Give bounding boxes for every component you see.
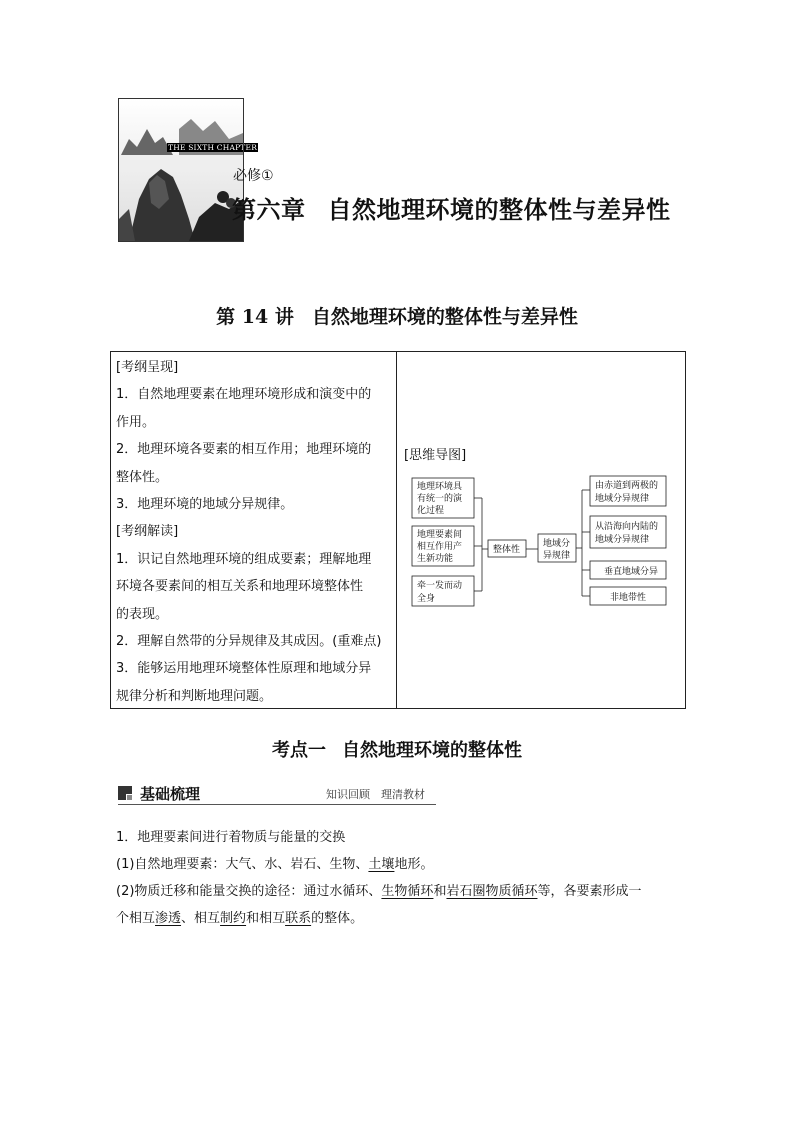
basics-title: 基础梳理 bbox=[140, 785, 201, 803]
content-paragraph bbox=[116, 906, 684, 933]
bracket-top-line bbox=[118, 98, 244, 99]
table-divider bbox=[396, 351, 397, 709]
syllabus-present-heading: [考纲呈现] bbox=[116, 360, 179, 375]
content-paragraph bbox=[116, 852, 684, 879]
underlined-term: 生物循环 bbox=[381, 884, 434, 899]
text-run: (1)自然地理要素：大气、水、岩石、生物、 bbox=[116, 857, 369, 872]
text-run: 的整体。 bbox=[311, 911, 364, 926]
lecture-title-text: 自然地理环境的整体性与差异性 bbox=[311, 306, 578, 328]
syllabus-line: 3．能够运用地理环境整体性原理和地域分异 bbox=[116, 661, 372, 677]
text-run: 和相互 bbox=[246, 911, 286, 926]
text-run: 和 bbox=[433, 884, 447, 899]
syllabus-line: 作用。 bbox=[116, 414, 156, 430]
mindmap-node-text: 地域分异规律 bbox=[595, 535, 650, 545]
text-run: 、相互 bbox=[181, 911, 221, 926]
mindmap-diagram bbox=[400, 470, 680, 620]
text-run: 个相互 bbox=[116, 911, 156, 926]
mindmap-node-text: 化过程 bbox=[417, 506, 445, 516]
chapter-title bbox=[232, 190, 671, 225]
mindmap-node-text: 由赤道到两极的 bbox=[595, 481, 659, 491]
chapter-image-caption: THE SIXTH CHAPTER bbox=[168, 143, 258, 152]
basics-underline bbox=[118, 804, 436, 805]
underlined-term: 联系 bbox=[285, 911, 312, 926]
syllabus-line: 规律分析和判断地理问题。 bbox=[116, 688, 273, 704]
underlined-term: 制约 bbox=[220, 911, 247, 926]
mindmap-node-text: 地理环境具 bbox=[417, 482, 463, 492]
text-run: 等，各要素形成一 bbox=[537, 884, 642, 899]
mindmap-middle-text: 异规律 bbox=[543, 551, 571, 561]
section-number: 考点一 bbox=[272, 740, 326, 761]
syllabus-left-column bbox=[116, 354, 392, 710]
syllabus-interpret-heading: [考纲解读] bbox=[116, 524, 179, 540]
chapter-subtitle: 必修① bbox=[233, 168, 274, 184]
mindmap-label: [思维导图] bbox=[404, 448, 467, 463]
section-title: 自然地理环境的整体性 bbox=[342, 740, 522, 761]
text-run: 地形。 bbox=[394, 857, 434, 872]
lecture-number: 第 14 讲 bbox=[216, 306, 294, 328]
mindmap-node-text: 从沿海向内陆的 bbox=[595, 522, 659, 532]
syllabus-line: 的表现。 bbox=[116, 606, 169, 622]
syllabus-line: 2．理解自然带的分异规律及其成因。(重难点) bbox=[116, 634, 382, 650]
lecture-title bbox=[0, 302, 794, 329]
mountain-landscape-image bbox=[119, 99, 243, 241]
mindmap-node-text: 牵一发而动 bbox=[417, 581, 463, 591]
mindmap-node-text: 有统一的演 bbox=[417, 494, 463, 504]
chapter-title-text: 自然地理环境的整体性与差异性 bbox=[327, 196, 671, 224]
content-paragraph: 1．地理要素间进行着物质与能量的交换 bbox=[116, 830, 346, 845]
mindmap-node-text: 垂直地域分异 bbox=[604, 567, 659, 577]
section-heading bbox=[0, 736, 794, 762]
underlined-term: 土壤 bbox=[368, 857, 395, 872]
mindmap-center-text: 整体性 bbox=[493, 545, 521, 555]
syllabus-line: 环境各要素间的相互关系和地理环境整体性 bbox=[116, 579, 364, 595]
underlined-term: 岩石圈物质循环 bbox=[446, 884, 538, 899]
syllabus-line: 3．地理环境的地域分异规律。 bbox=[116, 497, 294, 513]
mindmap-node-text: 生新功能 bbox=[417, 554, 454, 564]
section-square-icon bbox=[118, 786, 132, 800]
mindmap-middle-text: 地域分 bbox=[543, 539, 571, 549]
basics-tagline: 知识回顾 理清教材 bbox=[326, 788, 425, 801]
syllabus-line: 整体性。 bbox=[116, 469, 169, 485]
text-run: (2)物质迁移和能量交换的途径：通过水循环、 bbox=[116, 884, 382, 899]
underlined-term: 渗透 bbox=[155, 911, 182, 926]
mindmap-node-text: 相互作用产 bbox=[417, 542, 463, 552]
chapter-number: 第六章 bbox=[232, 196, 306, 224]
mindmap-node-text: 地域分异规律 bbox=[595, 494, 650, 504]
syllabus-line: 1．自然地理要素在地理环境形成和演变中的 bbox=[116, 387, 372, 403]
mindmap-node-text: 非地带性 bbox=[610, 593, 647, 603]
mindmap-node-text: 地理要素间 bbox=[417, 530, 463, 540]
mindmap-node-text: 全身 bbox=[417, 594, 436, 604]
content-paragraph bbox=[116, 879, 684, 906]
syllabus-line: 2．地理环境各要素的相互作用；地理环境的 bbox=[116, 442, 372, 458]
syllabus-line: 1．识记自然地理环境的组成要素；理解地理 bbox=[116, 551, 372, 567]
